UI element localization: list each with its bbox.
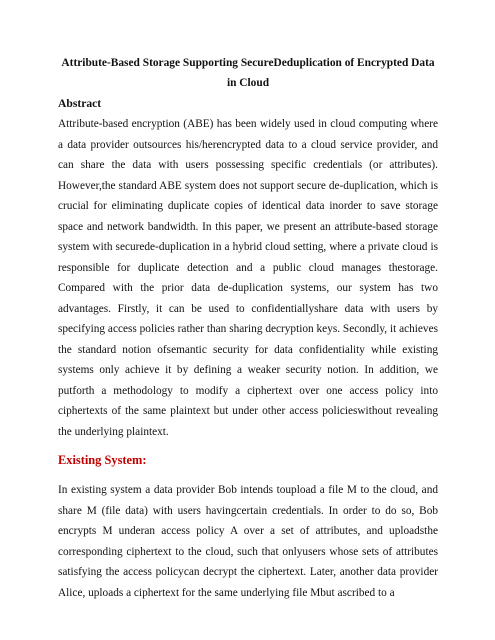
document-title: Attribute-Based Storage Supporting SecureDeduplication of Encrypted Data in Cloud (61, 57, 435, 89)
abstract-heading: Abstract (58, 97, 102, 110)
abstract-paragraph: Attribute-based encryption (ABE) has been widely used in cloud computing where a data provider outsources his/herencrypted data to a cloud service provider, and can share the data with users possessing specific credentials (or attributes). However,the standard ABE system does not support secure de-duplication, which is crucial for eliminating duplicate copies of identical data inorder to save storage space and network bandwidth. In this paper, we present an attribute-based storage system with securede-duplication in a hybrid cloud setting, where a private cloud is responsible for duplicate detection and a public cloud manages thestorage. Compared with the prior data de-duplication systems, our system has two advantages. Firstly, it can be used to confidentiallyshare data with users by specifying access policies rather than sharing decryption keys. Secondly, it achieves the standard notion ofsemantic security for data confidentiality while existing systems only achieve it by defining a weaker security notion. In addition, we putforth a methodology to modify a ciphertext over one access policy into ciphertexts of the same plaintext but under other access policieswithout revealing the underlying plaintext. (58, 118, 438, 438)
existing-system-paragraph: In existing system a data provider Bob intends toupload a file M to the cloud, and share M (file data) with users havingcertain credentials. In order to do so, Bob encrypts M underan access policy A over a set of attributes, and uploadsthe corresponding ciphertext to the cloud, such that onlyusers whose sets of attributes satisfying the access policycan decrypt the ciphertext. Later, another data provider Alice, uploads a ciphertext for the same underlying file Mbut ascribed to a (58, 484, 438, 599)
existing-system-heading: Existing System: (58, 453, 147, 467)
